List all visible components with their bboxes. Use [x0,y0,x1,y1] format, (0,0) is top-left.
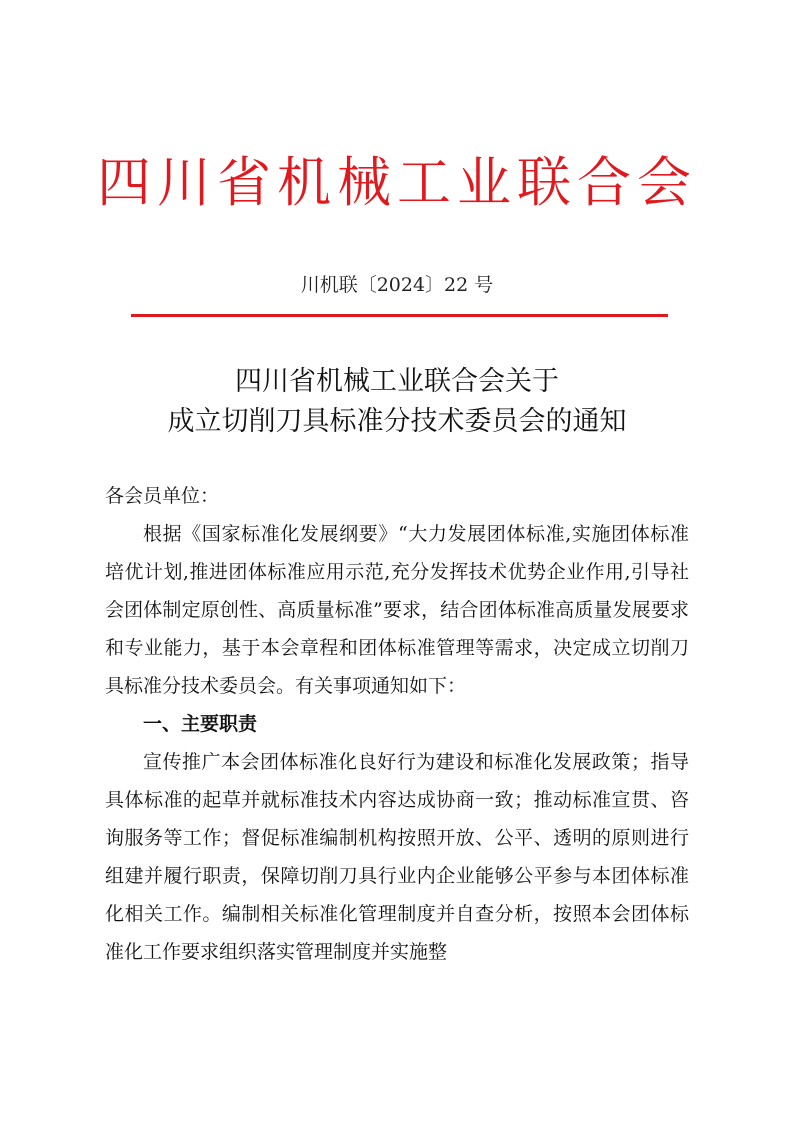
document-body [105,477,689,971]
org-header: 四川省机械工业联合会 [97,151,697,214]
red-divider [131,314,668,317]
salutation: 各会员单位： [105,485,220,507]
section-heading-duties: 一、主要职责 [143,713,258,735]
document-title [0,362,794,442]
paragraph-intro: 根据《国家标准化发展纲要》“大力发展团体标准,实施团体标准培优计划,推进团体标准应用示范,充分发挥技术优势企业作用,引导社会团体制定原创性、高质量标准”要求，结合团体标准高质量发展要求和专业能力，基于本会章程和团体标准管理等需求，决定成立切削刀具标准分技术委员会。有关事项通知如下： [105,523,689,697]
paragraph-duties: 宣传推广本会团体标准化良好行为建设和标准化发展政策；指导具体标准的起草并就标准技术内容达成协商一致；推动标准宣贯、咨询服务等工作；督促标准编制机构按照开放、公平、透明的原则进行组建并履行职责，保障切削刀具行业内企业能够公平参与本团体标准化相关工作。编制相关标准化管理制度并自查分析，按照本会团体标准化工作要求组织落实管理制度并实施整 [105,751,689,963]
document-number: 川机联〔2024〕22 号 [300,274,494,296]
title-line-1: 四川省机械工业联合会关于 [235,366,559,397]
title-line-2: 成立切削刀具标准分技术委员会的通知 [167,406,627,437]
